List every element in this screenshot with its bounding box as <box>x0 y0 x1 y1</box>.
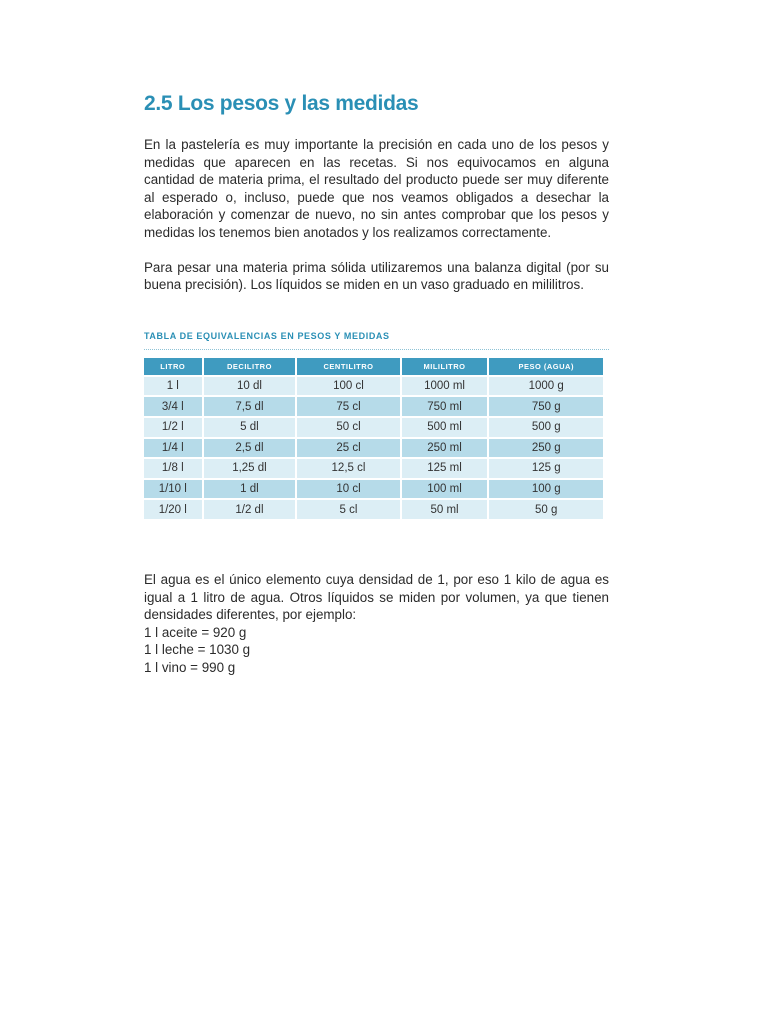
example-line-leche: 1 l leche = 1030 g <box>144 642 251 658</box>
table-cell: 1/8 l <box>144 459 202 478</box>
table-cell: 1 l <box>144 377 202 396</box>
table-cell: 1 dl <box>204 480 296 499</box>
table-cell: 50 g <box>489 500 603 519</box>
table-row <box>144 397 603 416</box>
page-content <box>144 92 609 676</box>
table-row <box>144 480 603 499</box>
density-paragraph: El agua es el único elemento cuya densidad de 1, por eso 1 kilo de agua es igual a 1 litro de agua. Otros líquidos se miden por volumen, ya que tienen densidades diferentes, por ejemplo: <box>144 571 609 623</box>
table-cell: 750 ml <box>402 397 488 416</box>
table-cell: 2,5 dl <box>204 439 296 458</box>
table-cell: 5 cl <box>297 500 399 519</box>
header-decilitro: DECILITRO <box>204 358 296 375</box>
table-cell: 1000 ml <box>402 377 488 396</box>
intro-paragraph: En la pastelería es muy importante la precisión en cada uno de los pesos y medidas que aparecen en las recetas. Si nos equivocamos en alguna cantidad de materia prima, el resultado del producto puede ser muy diferente al esperado o, incluso, puede que nos veamos obligados a desechar la elaboración y comenzar de nuevo, no sin antes comprobar que los pesos y medidas los tenemos bien anotados y los realizamos correctamente. <box>144 137 609 240</box>
table-cell: 10 cl <box>297 480 399 499</box>
table-cell: 5 dl <box>204 418 296 437</box>
example-line-vino: 1 l vino = 990 g <box>144 659 236 675</box>
table-row <box>144 439 603 458</box>
table-row <box>144 459 603 478</box>
table-cell: 3/4 l <box>144 397 202 416</box>
table-cell: 75 cl <box>297 397 399 416</box>
table-cell: 125 ml <box>402 459 488 478</box>
table-cell: 1/2 l <box>144 418 202 437</box>
header-mililitro: MILILITRO <box>402 358 488 375</box>
weighing-paragraph: Para pesar una materia prima sólida utilizaremos una balanza digital (por su buena precisión). Los líquidos se miden en un vaso graduado en mililitros. <box>144 259 609 293</box>
table-row <box>144 418 603 437</box>
table-cell: 50 cl <box>297 418 399 437</box>
table-cell: 100 cl <box>297 377 399 396</box>
section-title: 2.5 Los pesos y las medidas <box>144 92 419 115</box>
table-cell: 125 g <box>489 459 603 478</box>
table-title: TABLA DE EQUIVALENCIAS EN PESOS Y MEDIDAS <box>144 331 609 350</box>
table-cell: 1/10 l <box>144 480 202 499</box>
table-cell: 1000 g <box>489 377 603 396</box>
table-row <box>144 377 603 396</box>
table-cell: 10 dl <box>204 377 296 396</box>
table-cell: 500 ml <box>402 418 488 437</box>
table-cell: 12,5 cl <box>297 459 399 478</box>
table-cell: 100 g <box>489 480 603 499</box>
example-line-aceite: 1 l aceite = 920 g <box>144 624 247 640</box>
table-row <box>144 500 603 519</box>
header-peso: PESO (AGUA) <box>489 358 603 375</box>
header-centilitro: CENTILITRO <box>297 358 399 375</box>
table-cell: 7,5 dl <box>204 397 296 416</box>
table-cell: 1/4 l <box>144 439 202 458</box>
header-litro: LITRO <box>144 358 202 375</box>
table-cell: 750 g <box>489 397 603 416</box>
table-cell: 1,25 dl <box>204 459 296 478</box>
table-header-row <box>144 358 603 375</box>
density-section <box>144 571 609 677</box>
table-cell: 250 g <box>489 439 603 458</box>
table-cell: 500 g <box>489 418 603 437</box>
table-cell: 1/20 l <box>144 500 202 519</box>
table-cell: 25 cl <box>297 439 399 458</box>
table-cell: 250 ml <box>402 439 488 458</box>
table-cell: 1/2 dl <box>204 500 296 519</box>
table-cell: 100 ml <box>402 480 488 499</box>
equivalence-table <box>142 356 605 521</box>
table-cell: 50 ml <box>402 500 488 519</box>
